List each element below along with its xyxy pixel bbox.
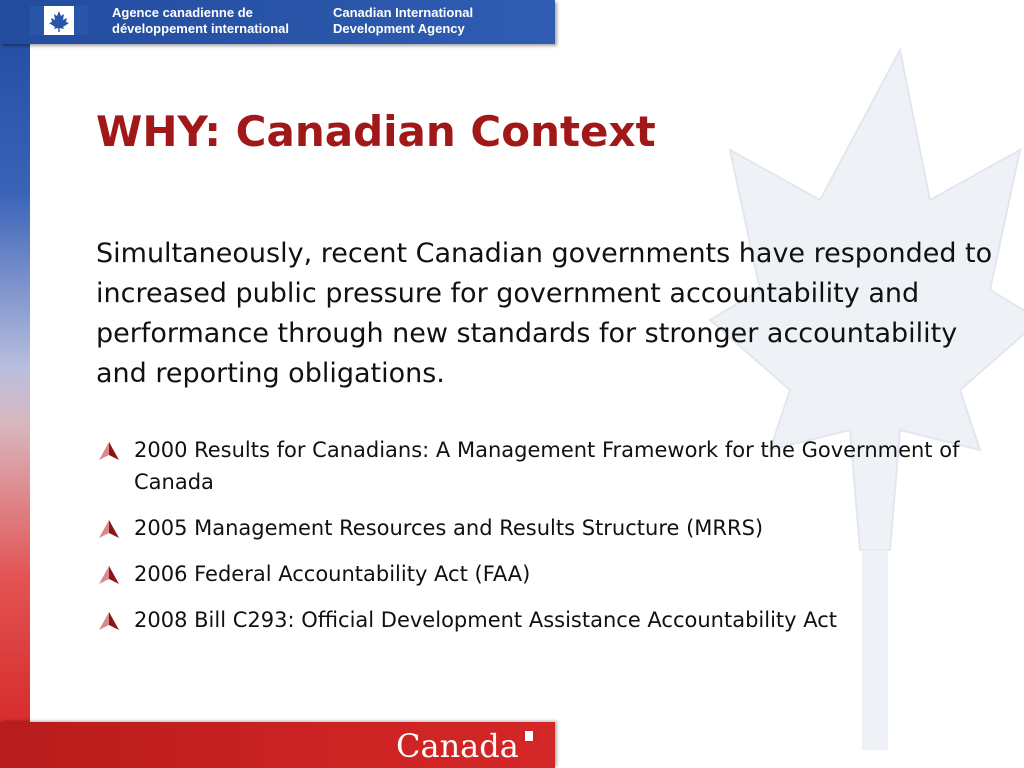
bullet-list: [96, 434, 996, 650]
agency-en-line-2: Development Agency: [333, 21, 465, 36]
red-arrow-bullet-icon: [98, 565, 120, 585]
canada-flag-icon: [30, 6, 88, 35]
bullet-text: 2005 Management Resources and Results Structure (MRRS): [134, 516, 764, 540]
agency-en-line-1: Canadian International: [333, 5, 474, 20]
red-arrow-bullet-icon: [98, 611, 120, 631]
red-arrow-bullet-icon: [98, 519, 120, 539]
bullet-item: [96, 604, 996, 636]
bullet-item: [96, 434, 996, 498]
red-arrow-bullet-icon: [98, 441, 120, 461]
left-gradient-band: [0, 0, 30, 768]
bullet-item: [96, 558, 996, 590]
intro-paragraph: Simultaneously, recent Canadian governments have responded to increased public pressure for government accountability and performance through new standards for stronger accountability and reporting obligations.: [96, 238, 993, 389]
agency-fr-line-1: Agence canadienne de: [112, 5, 253, 20]
header-band: [0, 0, 555, 44]
bullet-text: 2006 Federal Accountability Act (FAA): [134, 562, 531, 586]
agency-name-french: [112, 5, 322, 37]
bullet-text: 2008 Bill C293: Official Development Assistance Accountability Act: [134, 608, 838, 632]
agency-fr-line-2: développement international: [112, 21, 289, 36]
bullet-item: [96, 512, 996, 544]
wordmark-flag-icon: [521, 731, 537, 741]
slide-title: WHY: Canadian Context: [96, 107, 656, 156]
agency-name-english: [333, 5, 543, 37]
bullet-text: 2000 Results for Canadians: A Management Framework for the Government of Canada: [134, 438, 960, 494]
canada-wordmark: Canada: [396, 727, 519, 765]
